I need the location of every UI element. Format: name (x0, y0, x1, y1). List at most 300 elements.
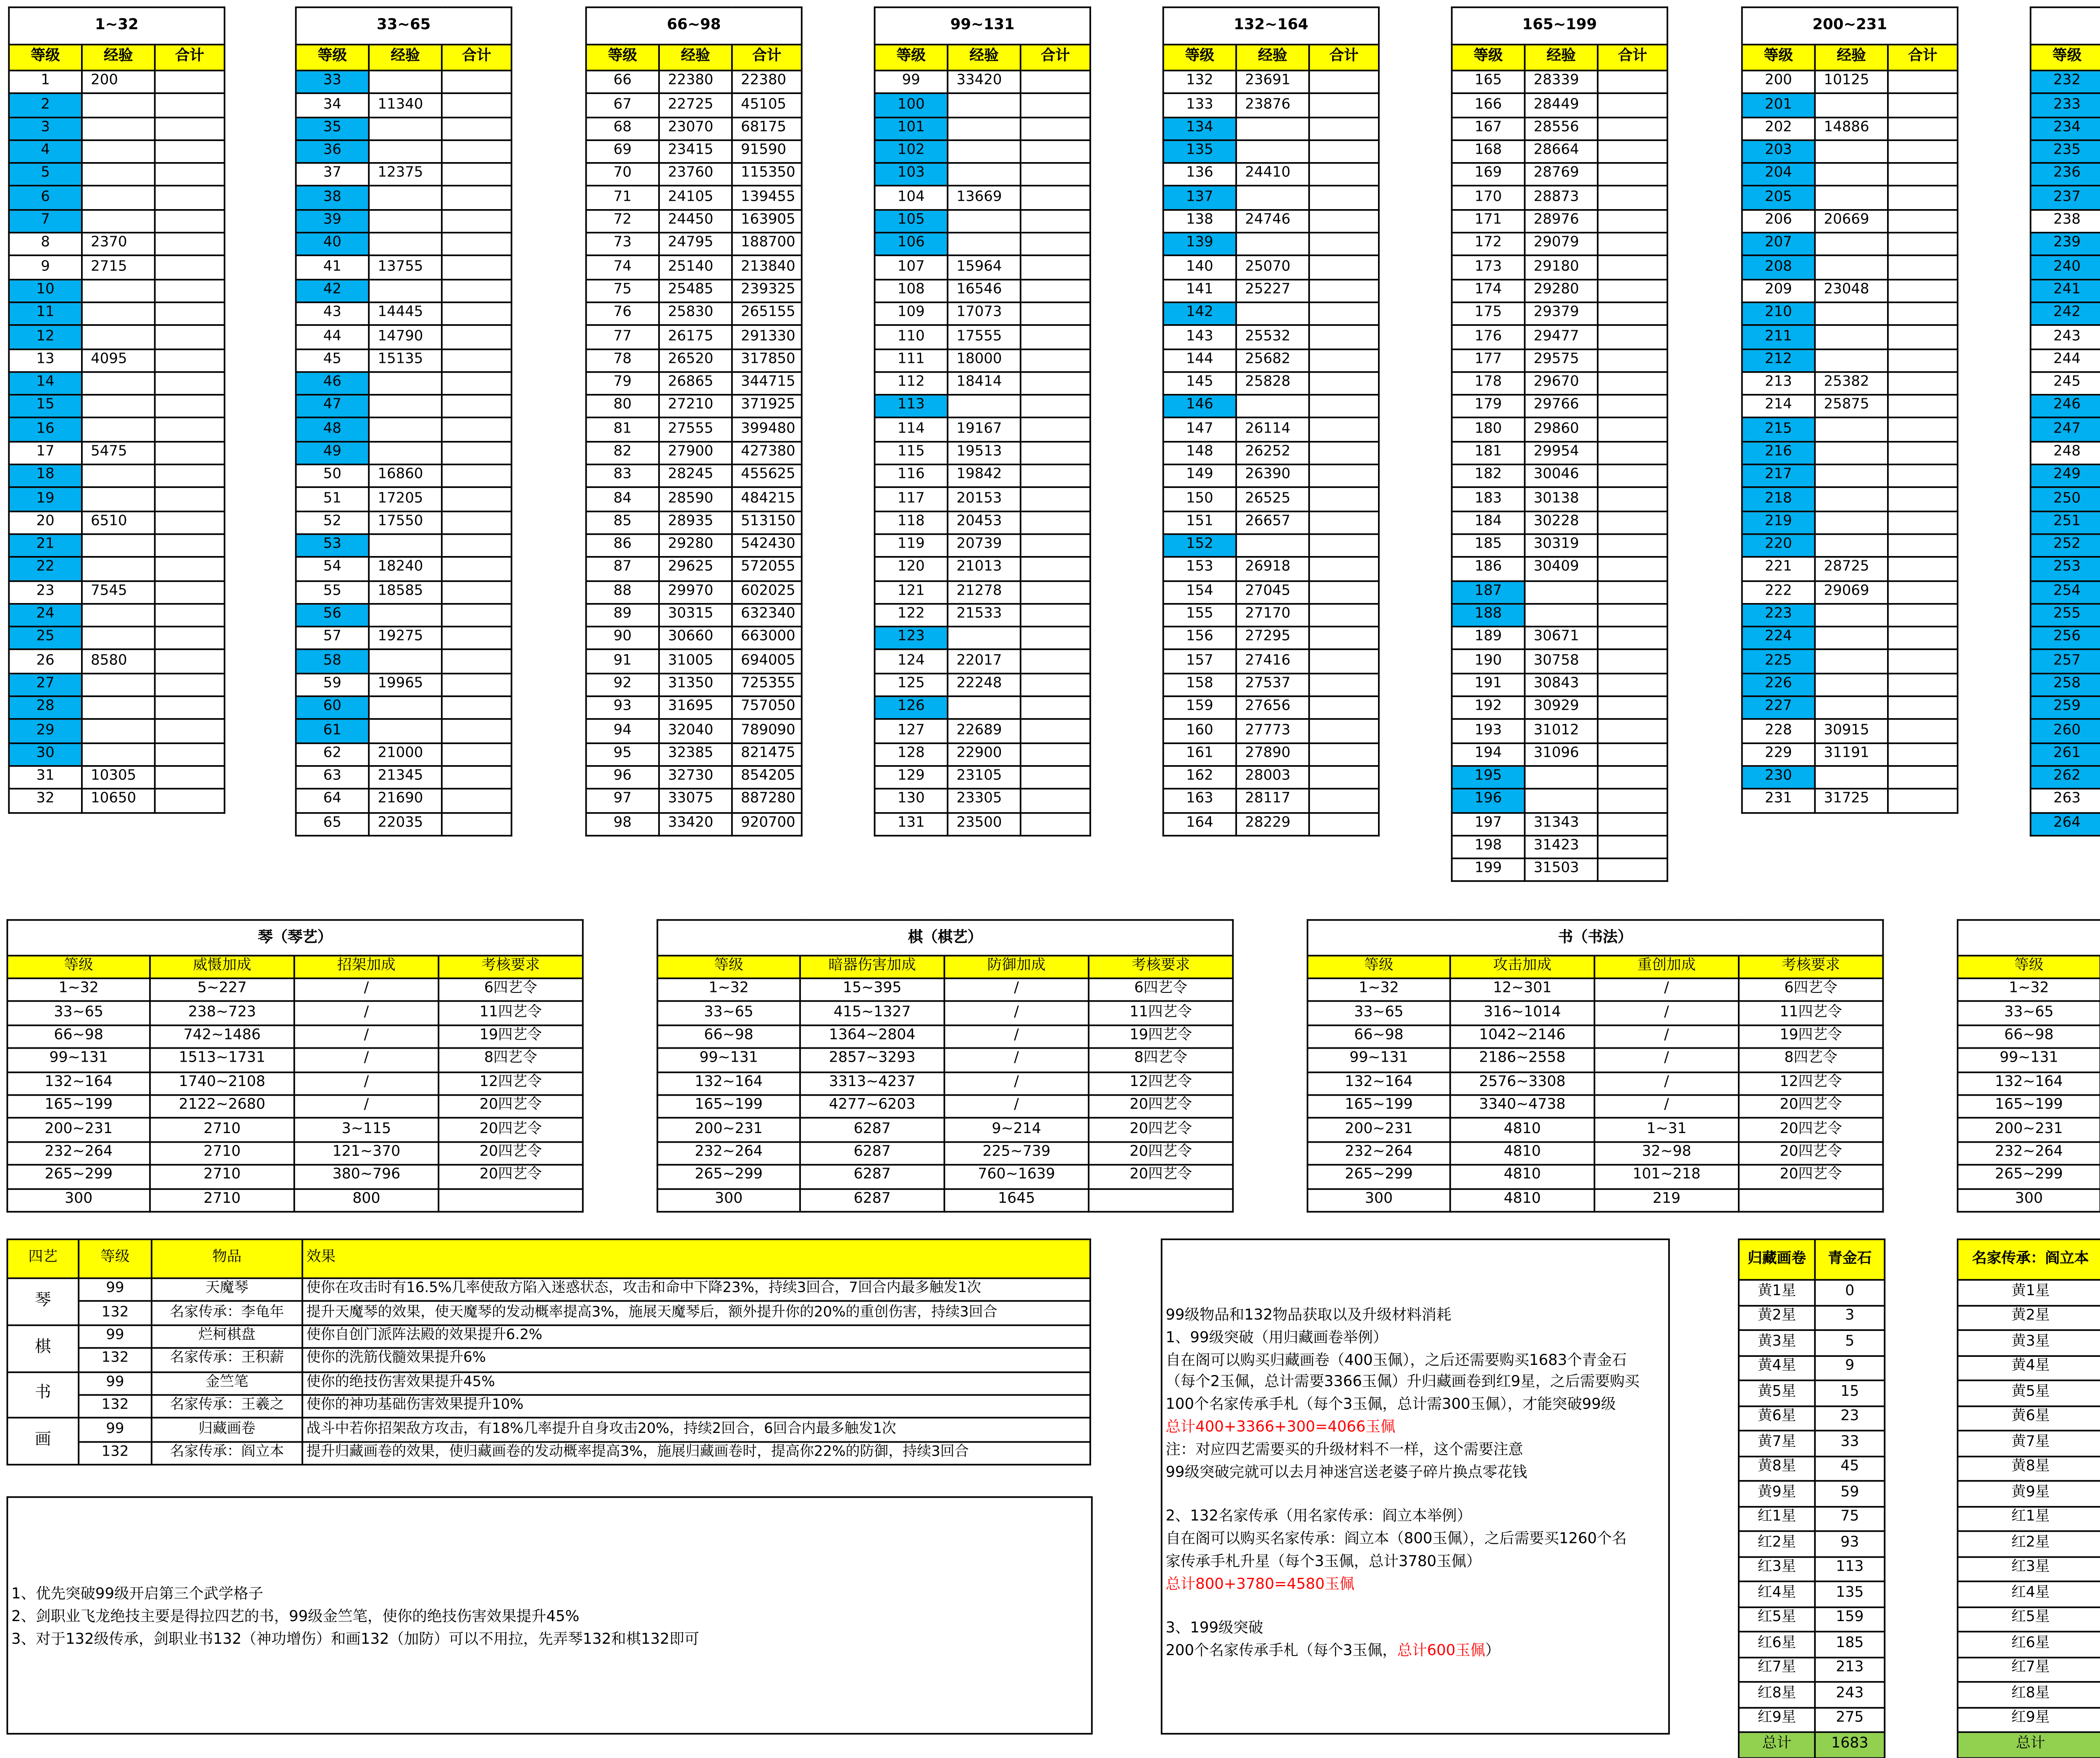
table-row (874, 743, 1090, 766)
level-cell: 171 (1452, 210, 1525, 233)
stat-cell: 12四艺令 (1089, 1072, 1233, 1095)
exp-cell: 11340 (369, 94, 442, 117)
total-cell (442, 743, 512, 766)
total-cell (1021, 256, 1090, 279)
count-cell: 275 (1815, 1707, 1885, 1732)
level-cell: 234 (2031, 117, 2100, 140)
table-row (586, 812, 801, 835)
level-cell: 42 (296, 279, 369, 302)
exp-cell (82, 302, 155, 325)
exp-cell: 33420 (659, 812, 732, 835)
table-row (1739, 1657, 1885, 1682)
stat-cell: 300 (7, 1188, 150, 1212)
count-cell: 45 (1815, 1456, 1885, 1481)
level-cell: 27 (9, 673, 82, 696)
star-cell: 红6星 (1958, 1632, 2100, 1657)
level-cell: 202 (1742, 117, 1815, 140)
exp-cell (1236, 140, 1309, 163)
total-cell (1309, 650, 1379, 673)
table-row (874, 94, 1090, 117)
item-name-cell: 天魔琴 (152, 1278, 302, 1302)
exp-cell: 22900 (948, 743, 1021, 766)
star-cell: 红4星 (1958, 1581, 2100, 1606)
table-row (1742, 627, 1958, 650)
level-cell: 72 (586, 210, 659, 233)
exp-cell: 25875 (1815, 395, 1888, 418)
total-cell (155, 349, 225, 372)
exp-cell (1815, 140, 1888, 163)
exp-cell: 29379 (1525, 302, 1598, 325)
exp-cell (82, 372, 155, 395)
total-cell (1598, 302, 1667, 325)
level-cell: 250 (2031, 488, 2100, 511)
exp-cell: 30228 (1525, 511, 1598, 534)
level-cell: 208 (1742, 256, 1815, 279)
table-row (586, 302, 801, 325)
header-cell: 四艺 (7, 1239, 79, 1278)
level-cell: 229 (1742, 743, 1815, 766)
stat-cell: 300 (1307, 1188, 1450, 1212)
total-cell (155, 719, 225, 743)
stat-table (1957, 919, 2100, 1212)
stat-title-row (657, 920, 1233, 956)
exp-cell (948, 94, 1021, 117)
item-name-cell: 归藏画卷 (152, 1418, 302, 1442)
stat-cell: 6四艺令 (1739, 979, 1883, 1002)
level-cell: 68 (586, 117, 659, 140)
table-row (296, 117, 511, 140)
total-cell: 163905 (732, 210, 802, 233)
star-cell: 黄2星 (1739, 1305, 1815, 1330)
header-cell: 等级 (874, 45, 948, 71)
table-row (1742, 71, 1958, 94)
level-cell: 132 (79, 1441, 152, 1465)
table-row (7, 1395, 1090, 1418)
table-row (2031, 789, 2100, 812)
exp-cell: 33420 (948, 71, 1021, 94)
total-cell (1309, 557, 1379, 580)
table-row (1742, 488, 1958, 511)
level-cell: 141 (1163, 279, 1236, 302)
exp-cell (1236, 302, 1309, 325)
table-row (1163, 325, 1379, 349)
count-cell: 15 (1815, 1380, 1885, 1406)
level-cell: 218 (1742, 488, 1815, 511)
level-cell: 251 (2031, 511, 2100, 534)
table-row (657, 1048, 1233, 1072)
total-cell (1021, 488, 1090, 511)
table-row (874, 719, 1090, 743)
table-row (874, 511, 1090, 534)
total-cell (1598, 557, 1667, 580)
stat-cell: 316~1014 (1450, 1002, 1595, 1025)
table-row (1739, 1430, 1885, 1456)
exp-cell: 29079 (1525, 233, 1598, 256)
header-cell: 经验 (1525, 45, 1598, 71)
stat-cell: / (944, 1095, 1089, 1118)
table-row (296, 488, 511, 511)
table-row (874, 163, 1090, 186)
total-cell (1309, 603, 1379, 627)
exp-cell: 5475 (82, 441, 155, 464)
level-cell: 86 (586, 534, 659, 557)
guide-line: 自在阁可以购买归藏画卷（400玉佩），之后还需要购买1683个青金石 (1166, 1351, 1627, 1370)
stat-cell: 415~1327 (800, 1002, 945, 1025)
stat-cell: 19四艺令 (1739, 1025, 1883, 1049)
total-cell (155, 603, 225, 627)
level-table (2030, 6, 2100, 836)
level-cell: 195 (1452, 766, 1525, 789)
level-cell: 164 (1163, 812, 1236, 835)
total-value: 1683 (1815, 1732, 1885, 1757)
level-cell: 158 (1163, 673, 1236, 696)
table-row (1958, 1305, 2100, 1330)
table-row (874, 418, 1090, 441)
exp-cell (1815, 418, 1888, 441)
stat-table (6, 919, 583, 1212)
level-cell: 99 (79, 1372, 152, 1395)
stat-table-header (7, 955, 583, 978)
total-cell (1598, 464, 1667, 488)
total-cell (1021, 719, 1090, 743)
exp-cell: 21013 (948, 557, 1021, 580)
total-cell (442, 580, 512, 603)
guide-text: 200个名家传承手札（每个3玉佩， (1166, 1642, 1397, 1660)
table-row (9, 349, 224, 372)
table-row (7, 1418, 1090, 1442)
total-cell (1021, 511, 1090, 534)
table-row (1742, 441, 1958, 464)
stat-cell: / (1594, 1002, 1739, 1025)
category-cell: 书 (7, 1372, 79, 1418)
total-cell (155, 302, 225, 325)
total-cell (1598, 627, 1667, 650)
table-row (296, 627, 511, 650)
table-row (1452, 627, 1667, 650)
stat-cell: 66~98 (1958, 1025, 2100, 1049)
level-cell: 165 (1452, 71, 1525, 94)
exp-cell: 30843 (1525, 673, 1598, 696)
exp-cell: 14790 (369, 325, 442, 349)
exp-cell: 27890 (1236, 743, 1309, 766)
level-cell: 38 (296, 186, 369, 210)
exp-cell: 27295 (1236, 627, 1309, 650)
table-row (586, 163, 801, 186)
level-cell: 235 (2031, 140, 2100, 163)
total-cell (1888, 302, 1958, 325)
header-cell: 等级 (9, 45, 82, 71)
total-cell (442, 279, 512, 302)
total-cell (155, 372, 225, 395)
table-row (1163, 395, 1379, 418)
exp-cell: 31725 (1815, 789, 1888, 812)
table-row (586, 650, 801, 673)
level-cell: 227 (1742, 696, 1815, 719)
table-row (1452, 789, 1667, 812)
stat-cell: 66~98 (7, 1025, 150, 1049)
stat-cell: 1~32 (7, 979, 150, 1002)
table-row (1163, 233, 1379, 256)
total-cell (1598, 140, 1667, 163)
level-cell: 198 (1452, 835, 1525, 858)
table-row (1452, 534, 1667, 557)
stat-cell: / (1594, 1048, 1739, 1072)
level-cell: 197 (1452, 812, 1525, 835)
stat-cell: 4810 (1450, 1188, 1595, 1212)
stat-cell: 238~723 (150, 1002, 294, 1025)
level-cell: 169 (1452, 163, 1525, 186)
exp-cell (948, 696, 1021, 719)
level-cell: 217 (1742, 464, 1815, 488)
total-cell (442, 812, 512, 835)
table-row (586, 627, 801, 650)
table-row (9, 279, 224, 302)
exp-cell: 25382 (1815, 372, 1888, 395)
level-cell: 52 (296, 511, 369, 534)
header-cell: 合计 (732, 45, 802, 71)
table-row (2031, 418, 2100, 441)
exp-cell: 28769 (1525, 163, 1598, 186)
star-cell: 红6星 (1739, 1632, 1815, 1657)
stat-cell: 1042~2146 (1450, 1025, 1595, 1049)
stat-cell: 101~218 (1594, 1165, 1739, 1189)
stat-cell: 200~231 (657, 1118, 800, 1142)
star-cell: 黄7星 (1958, 1430, 2100, 1456)
level-cell: 188 (1452, 603, 1525, 627)
exp-cell: 19842 (948, 464, 1021, 488)
total-cell (1309, 94, 1379, 117)
level-cell: 149 (1163, 464, 1236, 488)
level-cell: 185 (1452, 534, 1525, 557)
exp-cell (82, 140, 155, 163)
total-cell (1021, 117, 1090, 140)
table-row (586, 325, 801, 349)
effect-cell: 使你自创门派阵法殿的效果提升6.2% (302, 1325, 1090, 1349)
total-cell (1598, 511, 1667, 534)
total-cell: 371925 (732, 395, 802, 418)
total-cell (1598, 650, 1667, 673)
guide-text: ） (1485, 1642, 1500, 1660)
level-cell: 5 (9, 163, 82, 186)
level-cell: 99 (874, 71, 948, 94)
exp-cell: 29280 (1525, 279, 1598, 302)
total-cell (1309, 140, 1379, 163)
level-cell: 260 (2031, 719, 2100, 743)
total-cell (1021, 372, 1090, 395)
stat-cell: 200~231 (1307, 1118, 1450, 1142)
level-cell: 83 (586, 464, 659, 488)
table-row (2031, 349, 2100, 372)
exp-cell: 17205 (369, 488, 442, 511)
total-cell (155, 279, 225, 302)
level-cell: 47 (296, 395, 369, 418)
table-row (874, 395, 1090, 418)
exp-cell (1815, 673, 1888, 696)
table-row (1452, 372, 1667, 395)
total-cell (155, 557, 225, 580)
exp-cell (82, 743, 155, 766)
total-cell (1309, 349, 1379, 372)
total-cell: 542430 (732, 534, 802, 557)
level-cell: 108 (874, 279, 948, 302)
exp-cell: 21278 (948, 580, 1021, 603)
count-cell: 113 (1815, 1556, 1885, 1582)
guide-spacer (1166, 1484, 1639, 1506)
exp-cell: 18240 (369, 557, 442, 580)
total-cell (155, 673, 225, 696)
stat-cell: 20四艺令 (438, 1141, 583, 1165)
table-row (7, 979, 583, 1002)
stat-cell (438, 1188, 583, 1212)
level-cell: 242 (2031, 302, 2100, 325)
total-cell: 725355 (732, 673, 802, 696)
level-cell: 87 (586, 557, 659, 580)
table-row (296, 395, 511, 418)
exp-cell (1236, 395, 1309, 418)
table-row (1742, 418, 1958, 441)
header-cell: 归藏画卷 (1739, 1239, 1815, 1280)
level-cell: 244 (2031, 349, 2100, 372)
total-cell (442, 766, 512, 789)
level-cell: 187 (1452, 580, 1525, 603)
scroll-star-table (1738, 1238, 1885, 1758)
table-row (1742, 464, 1958, 488)
total-cell (1309, 163, 1379, 186)
level-cell: 15 (9, 395, 82, 418)
exp-cell: 28449 (1525, 94, 1598, 117)
exp-cell: 23048 (1815, 279, 1888, 302)
table-row (9, 580, 224, 603)
stat-cell: 232~264 (7, 1141, 150, 1165)
stat-cell: 165~199 (1958, 1095, 2100, 1118)
table-row (1958, 1531, 2100, 1556)
level-cell: 207 (1742, 233, 1815, 256)
stat-cell: 20四艺令 (1089, 1165, 1233, 1189)
level-cell: 62 (296, 743, 369, 766)
total-cell (1309, 372, 1379, 395)
stat-cell (1089, 1188, 1233, 1212)
level-cell: 55 (296, 580, 369, 603)
table-row (1958, 1355, 2100, 1380)
total-cell (442, 302, 512, 325)
star-cell: 黄8星 (1958, 1456, 2100, 1481)
table-row (296, 534, 511, 557)
table-row (1739, 1330, 1885, 1355)
level-cell: 181 (1452, 441, 1525, 464)
exp-cell: 10305 (82, 766, 155, 789)
total-cell: 265155 (732, 302, 802, 325)
stat-cell: 8四艺令 (438, 1048, 583, 1072)
exp-cell (1525, 766, 1598, 789)
star-cell: 黄8星 (1739, 1456, 1815, 1481)
table-row (296, 789, 511, 812)
exp-cell: 16546 (948, 279, 1021, 302)
table-row (1452, 186, 1667, 210)
level-cell: 129 (874, 766, 948, 789)
level-cell: 39 (296, 210, 369, 233)
total-cell (155, 94, 225, 117)
table-row (1739, 1581, 1885, 1606)
table-row (874, 210, 1090, 233)
total-cell (1598, 186, 1667, 210)
table-row (9, 325, 224, 349)
exp-cell (1815, 256, 1888, 279)
level-cell: 193 (1452, 719, 1525, 743)
table-row (586, 580, 801, 603)
table-row (1742, 789, 1958, 812)
table-row (1742, 325, 1958, 349)
total-cell (1598, 789, 1667, 812)
total-cell (1309, 789, 1379, 812)
exp-cell (369, 71, 442, 94)
star-cell: 红8星 (1958, 1682, 2100, 1707)
level-cell: 103 (874, 163, 948, 186)
exp-cell (369, 418, 442, 441)
level-cell: 223 (1742, 603, 1815, 627)
level-cell: 31 (9, 766, 82, 789)
table-row (1958, 1141, 2100, 1165)
table-row (7, 1072, 583, 1095)
level-cell: 172 (1452, 233, 1525, 256)
exp-cell (1815, 349, 1888, 372)
table-row (1163, 789, 1379, 812)
table-row (2031, 511, 2100, 534)
total-cell (1309, 766, 1379, 789)
level-cell: 228 (1742, 719, 1815, 743)
total-cell (1021, 349, 1090, 372)
table-row (2031, 441, 2100, 464)
exp-cell: 31503 (1525, 858, 1598, 882)
star-cell: 红3星 (1958, 1556, 2100, 1582)
stat-cell: 1~31 (1594, 1118, 1739, 1142)
total-cell (1888, 186, 1958, 210)
stat-cell: 33~65 (7, 1002, 150, 1025)
total-cell (442, 256, 512, 279)
total-cell (1888, 789, 1958, 812)
table-row (1163, 94, 1379, 117)
total-cell: 45105 (732, 94, 802, 117)
level-cell: 130 (874, 789, 948, 812)
table-row (874, 650, 1090, 673)
item-table-header (7, 1239, 1090, 1278)
exp-cell: 28590 (659, 488, 732, 511)
level-cell: 238 (2031, 210, 2100, 233)
table-row (7, 1188, 583, 1212)
table-row (1742, 186, 1958, 210)
table-row (7, 1095, 583, 1118)
level-cell: 116 (874, 464, 948, 488)
stat-table-title (1958, 920, 2100, 956)
table-row (2031, 163, 2100, 186)
level-range-title (2031, 7, 2100, 45)
stat-table-title: 书（书法） (1307, 920, 1883, 956)
stat-cell: 66~98 (1307, 1025, 1450, 1049)
total-cell: 317850 (732, 349, 802, 372)
effect-cell: 战斗中若你招架敌方攻击，有18%几率提升自身攻击20%，持续2回合，6回合内最多触发1次 (302, 1418, 1090, 1442)
table-header (1958, 1239, 2100, 1280)
exp-cell (369, 395, 442, 418)
table-row (874, 766, 1090, 789)
total-cell (442, 789, 512, 812)
exp-cell: 30319 (1525, 534, 1598, 557)
table-row (9, 743, 224, 766)
table-row (874, 117, 1090, 140)
total-cell (1309, 279, 1379, 302)
table-row (874, 812, 1090, 835)
exp-cell: 12375 (369, 163, 442, 186)
stat-cell: 1~32 (1958, 979, 2100, 1002)
table-row (1958, 1707, 2100, 1732)
